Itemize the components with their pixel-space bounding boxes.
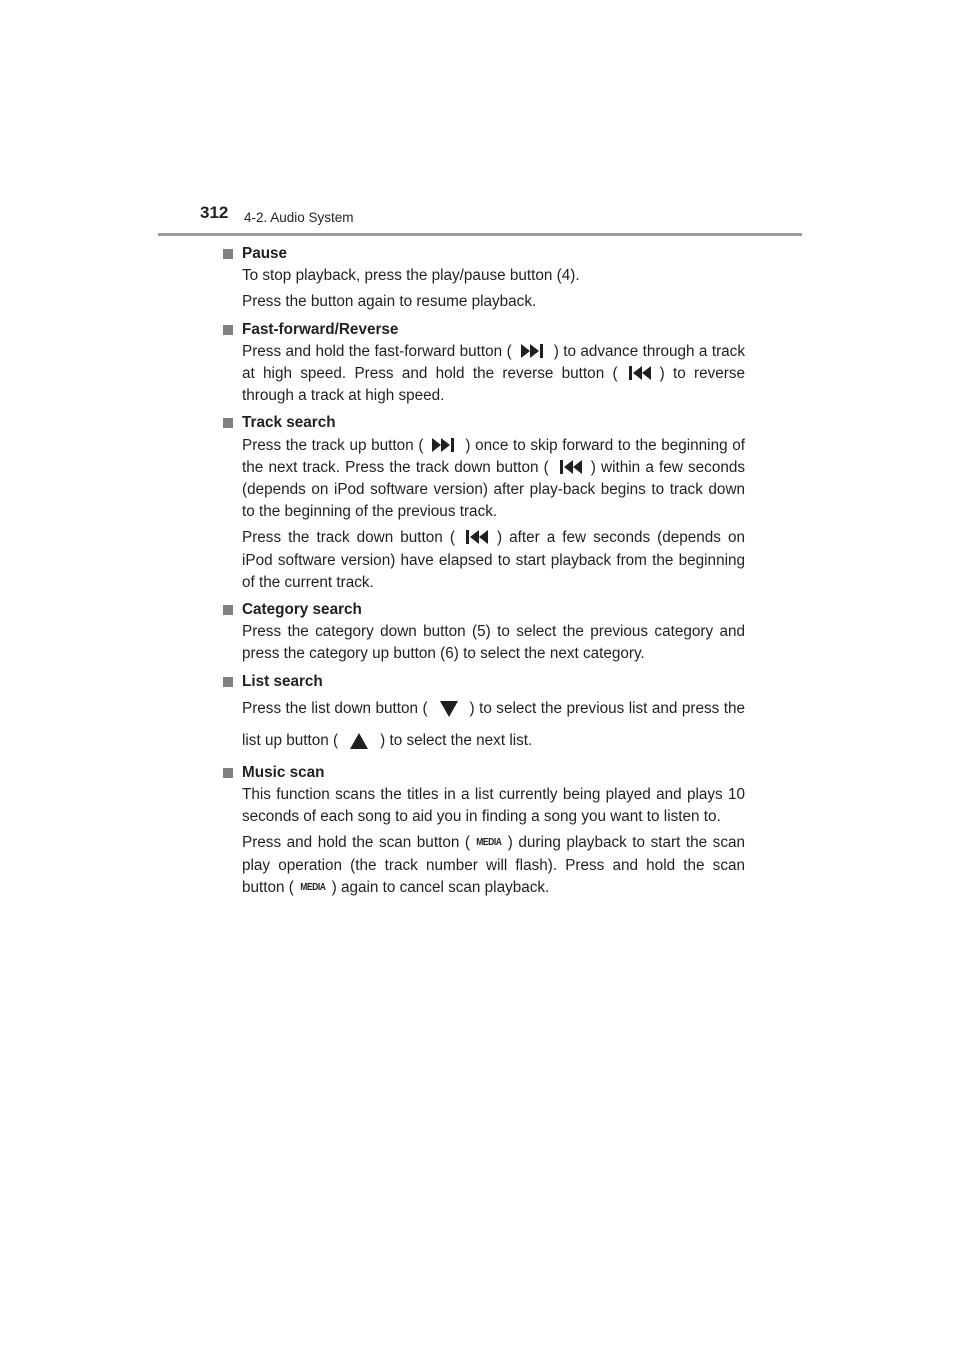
paragraph: Press the list down button ( ) to select the previous list and press the list up button ( ) to select the next list. [242, 699, 745, 749]
track-down-icon [455, 530, 497, 546]
square-bullet-icon [223, 677, 233, 687]
paragraph: Press the button again to resume playback. [242, 293, 537, 311]
section-heading: Music scan [220, 762, 745, 784]
reverse-icon [618, 366, 660, 382]
square-bullet-icon [223, 249, 233, 259]
page-content [220, 243, 745, 904]
square-bullet-icon [223, 605, 233, 615]
paragraph: This function scans the titles in a list currently being played and plays 10 seconds of each song to aid you in finding a song you want to listen to. [242, 786, 745, 826]
square-bullet-icon [223, 768, 233, 778]
track-search-section [220, 412, 745, 594]
page-number: 312 [200, 203, 229, 222]
track-down-icon [549, 460, 591, 476]
fast-forward-icon [512, 344, 554, 360]
square-bullet-icon [223, 418, 233, 428]
track-up-icon [423, 438, 465, 454]
pause-section [220, 243, 745, 314]
paragraph: Press and hold the scan button ( MEDIA ) during playback to start the scan play operation (the track number will flash). Press and hold the scan button ( MEDIA ) again to cancel scan playback. [242, 834, 745, 896]
header-divider [158, 233, 802, 236]
list-down-icon [428, 701, 470, 717]
media-button-icon: MEDIA [476, 837, 502, 849]
paragraph: To stop playback, press the play/pause button (4). [242, 267, 580, 285]
paragraph: Press the track up button ( ) once to skip forward to the beginning of the next track. Press the track down button ( ) within a few seconds (depends on iPod software version) after play-back begins to track down to the beginning of the previous track. [242, 436, 745, 521]
media-button-icon: MEDIA [300, 881, 326, 893]
music-scan-section [220, 762, 745, 899]
list-up-icon [338, 733, 380, 749]
paragraph: Press the category down button (5) to select the previous category and press the category up button (6) to select the next category. [242, 623, 745, 663]
paragraph: Press and hold the fast-forward button ( ) to advance through a track at high speed. Press and hold the reverse button ( ) to reverse through a track at high speed. [242, 342, 745, 405]
section-heading: Category search [220, 599, 745, 621]
section-heading: Pause [220, 243, 745, 265]
section-title: 4-2. Audio System [244, 210, 354, 225]
square-bullet-icon [223, 325, 233, 335]
section-heading: List search [220, 671, 745, 693]
category-search-section [220, 599, 745, 666]
section-heading: Fast-forward/Reverse [220, 319, 745, 341]
paragraph: Press the track down button ( ) after a few seconds (depends on iPod software version) have elapsed to start playback from the beginning of the current track. [242, 529, 745, 591]
section-heading: Track search [220, 412, 745, 434]
list-search-section [220, 671, 745, 757]
page-header [158, 205, 802, 233]
fast-forward-reverse-section [220, 319, 745, 408]
